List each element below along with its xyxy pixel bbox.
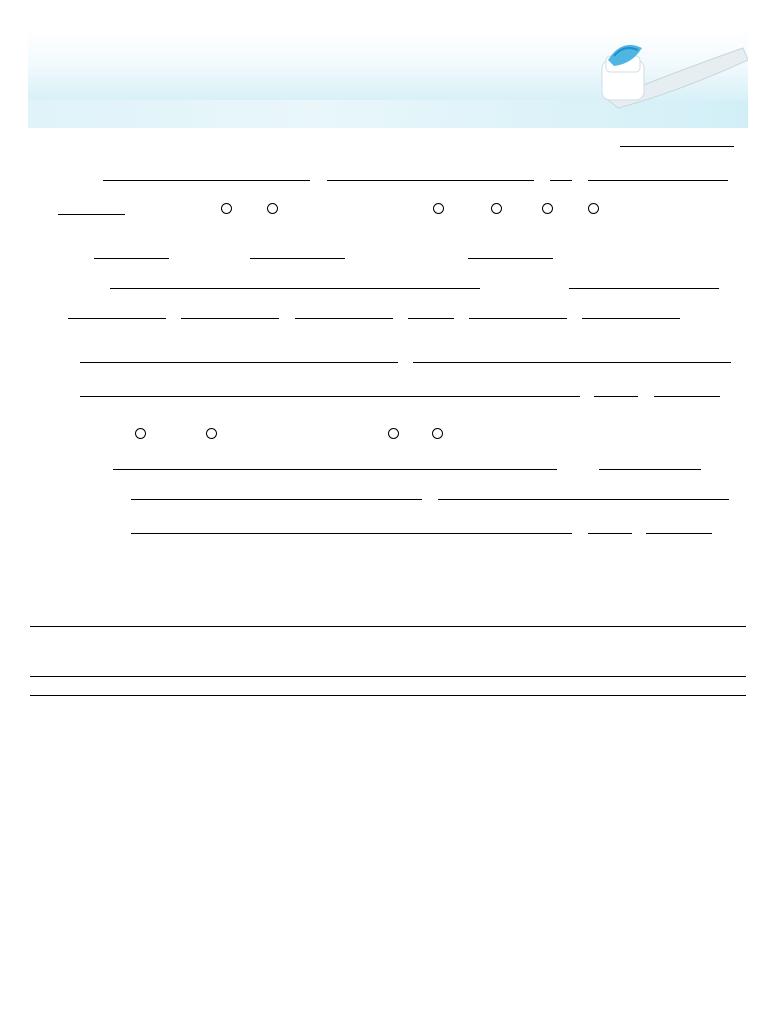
status-child-radio[interactable]: [542, 203, 553, 214]
for-na-radio[interactable]: [432, 428, 443, 439]
prev-visit-field[interactable]: [468, 258, 553, 259]
phone-ext-field[interactable]: [408, 318, 454, 319]
phone-work-field[interactable]: [295, 318, 393, 319]
toothbrush-logo-icon: [598, 30, 748, 110]
for-both-radio[interactable]: [388, 428, 399, 439]
employer-address2-field[interactable]: [438, 499, 729, 500]
phone-mobile-field[interactable]: [181, 318, 279, 319]
emergency-field-2[interactable]: [30, 695, 746, 696]
for-patient-radio[interactable]: [135, 428, 146, 439]
employer-state-field[interactable]: [588, 533, 632, 534]
chart-field[interactable]: [620, 146, 734, 147]
last-name-field[interactable]: [103, 180, 310, 181]
employer-zip-field[interactable]: [646, 533, 712, 534]
status-married-radio[interactable]: [433, 203, 444, 214]
referral-field[interactable]: [30, 626, 746, 627]
state-field[interactable]: [594, 396, 638, 397]
employer-city-field[interactable]: [131, 533, 572, 534]
for-payer-radio[interactable]: [206, 428, 217, 439]
birth-date-field[interactable]: [94, 258, 169, 259]
phone-other-field[interactable]: [582, 318, 680, 319]
employer-phone-field[interactable]: [599, 469, 701, 470]
employer-name-field[interactable]: [113, 469, 557, 470]
address1-field[interactable]: [80, 362, 398, 363]
preferred-name-field[interactable]: [588, 180, 728, 181]
ssn-field[interactable]: [250, 258, 345, 259]
city-field[interactable]: [80, 396, 580, 397]
title-field[interactable]: [58, 214, 125, 215]
phone-fax-field[interactable]: [469, 318, 567, 319]
zip-field[interactable]: [654, 396, 720, 397]
status-other-radio[interactable]: [588, 203, 599, 214]
emergency-field-1[interactable]: [30, 676, 746, 677]
employer-address1-field[interactable]: [131, 499, 422, 500]
address2-field[interactable]: [413, 362, 731, 363]
gender-male-radio[interactable]: [221, 203, 232, 214]
phone-home-field[interactable]: [68, 318, 166, 319]
email-field[interactable]: [110, 288, 480, 289]
status-single-radio[interactable]: [491, 203, 502, 214]
mi-field[interactable]: [550, 180, 572, 181]
first-name-field[interactable]: [327, 180, 534, 181]
gender-female-radio[interactable]: [267, 203, 278, 214]
best-time-field[interactable]: [569, 288, 719, 289]
